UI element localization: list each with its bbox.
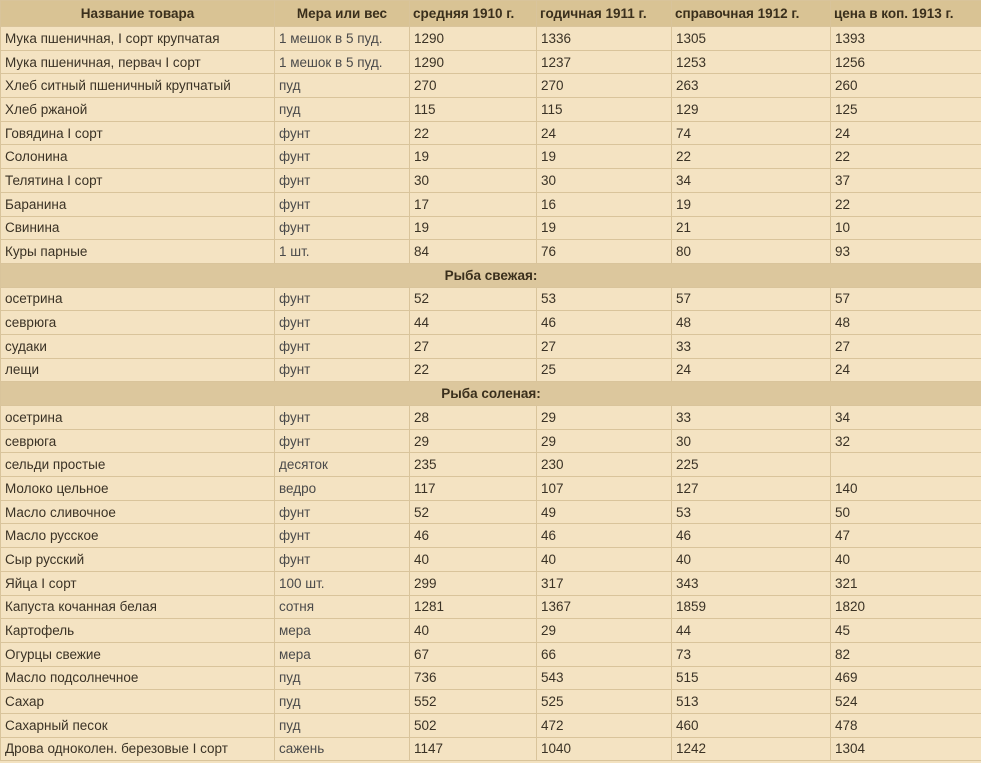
price-1913-cell: 22: [831, 192, 981, 216]
product-name-cell: Сахарный песок: [1, 713, 275, 737]
price-1910-cell: 67: [410, 642, 537, 666]
price-1913-cell: 27: [831, 334, 981, 358]
price-1912-cell: 19: [672, 192, 831, 216]
price-1912-cell: 460: [672, 713, 831, 737]
price-1911-cell: 29: [537, 429, 672, 453]
price-1912-cell: 343: [672, 571, 831, 595]
section-row: [1, 263, 981, 287]
unit-cell: фунт: [275, 216, 410, 240]
price-1910-cell: 736: [410, 666, 537, 690]
price-1913-cell: 321: [831, 571, 981, 595]
product-name-cell: Яйца I сорт: [1, 571, 275, 595]
table-row: [1, 358, 981, 382]
product-name-cell: Баранина: [1, 192, 275, 216]
price-1910-cell: 29: [410, 429, 537, 453]
price-1910-cell: 52: [410, 500, 537, 524]
header-product-name: Название товара: [1, 1, 275, 27]
price-1913-cell: 37: [831, 169, 981, 193]
price-1911-cell: 49: [537, 500, 672, 524]
price-1910-cell: 1147: [410, 737, 537, 761]
price-1910-cell: 502: [410, 713, 537, 737]
price-1912-cell: 22: [672, 145, 831, 169]
price-1912-cell: 57: [672, 287, 831, 311]
header-1911: годичная 1911 г.: [537, 1, 672, 27]
price-1911-cell: 19: [537, 216, 672, 240]
price-1912-cell: 48: [672, 311, 831, 335]
table-row: [1, 169, 981, 193]
table-row: [1, 27, 981, 51]
price-1913-cell: 1820: [831, 595, 981, 619]
price-1910-cell: 44: [410, 311, 537, 335]
price-1913-cell: 478: [831, 713, 981, 737]
table-row: [1, 429, 981, 453]
price-1913-cell: 125: [831, 98, 981, 122]
product-name-cell: Масло подсолнечное: [1, 666, 275, 690]
price-1910-cell: 40: [410, 548, 537, 572]
price-1911-cell: 270: [537, 74, 672, 98]
table-row: [1, 548, 981, 572]
price-1913-cell: 22: [831, 145, 981, 169]
product-name-cell: сельди простые: [1, 453, 275, 477]
unit-cell: 1 мешок в 5 пуд.: [275, 27, 410, 51]
price-1911-cell: 16: [537, 192, 672, 216]
price-1911-cell: 46: [537, 524, 672, 548]
price-1910-cell: 22: [410, 121, 537, 145]
price-1912-cell: 44: [672, 619, 831, 643]
price-1910-cell: 84: [410, 240, 537, 264]
table-row: [1, 334, 981, 358]
product-name-cell: лещи: [1, 358, 275, 382]
price-1913-cell: 469: [831, 666, 981, 690]
price-1911-cell: 76: [537, 240, 672, 264]
unit-cell: фунт: [275, 169, 410, 193]
price-1912-cell: 33: [672, 406, 831, 430]
price-1911-cell: 25: [537, 358, 672, 382]
table-row: [1, 571, 981, 595]
price-1911-cell: 230: [537, 453, 672, 477]
price-1910-cell: 115: [410, 98, 537, 122]
product-name-cell: Капуста кочанная белая: [1, 595, 275, 619]
price-1910-cell: 19: [410, 145, 537, 169]
table-row: [1, 453, 981, 477]
price-1913-cell: 34: [831, 406, 981, 430]
table-row: [1, 121, 981, 145]
product-name-cell: Молоко цельное: [1, 477, 275, 501]
table-row: [1, 642, 981, 666]
price-1911-cell: 543: [537, 666, 672, 690]
product-name-cell: Хлеб ржаной: [1, 98, 275, 122]
price-1913-cell: 57: [831, 287, 981, 311]
product-name-cell: Телятина I сорт: [1, 169, 275, 193]
price-1912-cell: 1859: [672, 595, 831, 619]
product-name-cell: севрюга: [1, 311, 275, 335]
product-name-cell: Дрова одноколен. березовые I сорт: [1, 737, 275, 761]
unit-cell: мера: [275, 642, 410, 666]
section-title: Рыба свежая:: [1, 263, 981, 287]
table-row: [1, 666, 981, 690]
product-name-cell: Мука пшеничная, первач I сорт: [1, 50, 275, 74]
product-name-cell: Куры парные: [1, 240, 275, 264]
unit-cell: сотня: [275, 595, 410, 619]
unit-cell: фунт: [275, 311, 410, 335]
unit-cell: пуд: [275, 713, 410, 737]
table-body: [1, 27, 981, 761]
price-1911-cell: 29: [537, 619, 672, 643]
price-1911-cell: 1367: [537, 595, 672, 619]
price-1912-cell: 225: [672, 453, 831, 477]
unit-cell: пуд: [275, 98, 410, 122]
unit-cell: пуд: [275, 690, 410, 714]
price-1911-cell: 27: [537, 334, 672, 358]
unit-cell: фунт: [275, 406, 410, 430]
price-1910-cell: 1290: [410, 50, 537, 74]
price-1910-cell: 40: [410, 619, 537, 643]
product-name-cell: Говядина I сорт: [1, 121, 275, 145]
product-name-cell: севрюга: [1, 429, 275, 453]
price-1913-cell: 1393: [831, 27, 981, 51]
unit-cell: пуд: [275, 74, 410, 98]
table-row: [1, 216, 981, 240]
price-1911-cell: 525: [537, 690, 672, 714]
unit-cell: фунт: [275, 524, 410, 548]
unit-cell: фунт: [275, 192, 410, 216]
price-1911-cell: 30: [537, 169, 672, 193]
price-1911-cell: 107: [537, 477, 672, 501]
price-1911-cell: 66: [537, 642, 672, 666]
product-name-cell: Сахар: [1, 690, 275, 714]
unit-cell: фунт: [275, 334, 410, 358]
table-row: [1, 50, 981, 74]
price-1911-cell: 40: [537, 548, 672, 572]
unit-cell: пуд: [275, 666, 410, 690]
price-1913-cell: 48: [831, 311, 981, 335]
price-1912-cell: 80: [672, 240, 831, 264]
table-row: [1, 524, 981, 548]
price-1911-cell: 472: [537, 713, 672, 737]
price-1910-cell: 46: [410, 524, 537, 548]
product-name-cell: Свинина: [1, 216, 275, 240]
unit-cell: ведро: [275, 477, 410, 501]
unit-cell: мера: [275, 619, 410, 643]
table-row: [1, 690, 981, 714]
price-1913-cell: 24: [831, 121, 981, 145]
price-1910-cell: 52: [410, 287, 537, 311]
price-1912-cell: 515: [672, 666, 831, 690]
header-1910: средняя 1910 г.: [410, 1, 537, 27]
price-1910-cell: 22: [410, 358, 537, 382]
product-name-cell: Мука пшеничная, I сорт крупчатая: [1, 27, 275, 51]
product-name-cell: Масло сливочное: [1, 500, 275, 524]
unit-cell: фунт: [275, 500, 410, 524]
table-row: [1, 192, 981, 216]
price-1911-cell: 29: [537, 406, 672, 430]
price-1912-cell: 73: [672, 642, 831, 666]
table-row: [1, 240, 981, 264]
price-1910-cell: 117: [410, 477, 537, 501]
price-1912-cell: 33: [672, 334, 831, 358]
price-1911-cell: 53: [537, 287, 672, 311]
unit-cell: 1 шт.: [275, 240, 410, 264]
price-1912-cell: 30: [672, 429, 831, 453]
price-1913-cell: 10: [831, 216, 981, 240]
table-row: [1, 311, 981, 335]
table-row: [1, 98, 981, 122]
table-row: [1, 406, 981, 430]
price-1910-cell: 270: [410, 74, 537, 98]
product-name-cell: осетрина: [1, 406, 275, 430]
price-1912-cell: 21: [672, 216, 831, 240]
price-1910-cell: 299: [410, 571, 537, 595]
unit-cell: фунт: [275, 145, 410, 169]
price-1912-cell: 1242: [672, 737, 831, 761]
price-1910-cell: 1290: [410, 27, 537, 51]
unit-cell: сажень: [275, 737, 410, 761]
price-1911-cell: 317: [537, 571, 672, 595]
price-1913-cell: 47: [831, 524, 981, 548]
price-1912-cell: 53: [672, 500, 831, 524]
section-row: [1, 382, 981, 406]
unit-cell: десяток: [275, 453, 410, 477]
price-1912-cell: 46: [672, 524, 831, 548]
price-1910-cell: 28: [410, 406, 537, 430]
price-1911-cell: 46: [537, 311, 672, 335]
product-name-cell: осетрина: [1, 287, 275, 311]
table-row: [1, 287, 981, 311]
unit-cell: 100 шт.: [275, 571, 410, 595]
price-1910-cell: 552: [410, 690, 537, 714]
price-1912-cell: 1253: [672, 50, 831, 74]
unit-cell: фунт: [275, 429, 410, 453]
header-1913: цена в коп. 1913 г.: [831, 1, 981, 27]
price-1913-cell: 1256: [831, 50, 981, 74]
price-1911-cell: 19: [537, 145, 672, 169]
price-1913-cell: 40: [831, 548, 981, 572]
price-1910-cell: 19: [410, 216, 537, 240]
price-1910-cell: 235: [410, 453, 537, 477]
price-1913-cell: 140: [831, 477, 981, 501]
price-1913-cell: 260: [831, 74, 981, 98]
unit-cell: фунт: [275, 121, 410, 145]
price-1912-cell: 127: [672, 477, 831, 501]
price-1913-cell: 93: [831, 240, 981, 264]
price-1910-cell: 17: [410, 192, 537, 216]
product-name-cell: судаки: [1, 334, 275, 358]
table-row: [1, 713, 981, 737]
product-name-cell: Сыр русский: [1, 548, 275, 572]
price-1912-cell: 129: [672, 98, 831, 122]
section-title: Рыба соленая:: [1, 382, 981, 406]
table-row: [1, 145, 981, 169]
price-1912-cell: 263: [672, 74, 831, 98]
price-1913-cell: 24: [831, 358, 981, 382]
price-1911-cell: 1237: [537, 50, 672, 74]
table-row: [1, 74, 981, 98]
price-1912-cell: 74: [672, 121, 831, 145]
header-1912: справочная 1912 г.: [672, 1, 831, 27]
unit-cell: фунт: [275, 287, 410, 311]
product-name-cell: Солонина: [1, 145, 275, 169]
price-1913-cell: 1304: [831, 737, 981, 761]
unit-cell: фунт: [275, 358, 410, 382]
price-1910-cell: 30: [410, 169, 537, 193]
price-1913-cell: 45: [831, 619, 981, 643]
price-1911-cell: 1040: [537, 737, 672, 761]
price-1913-cell: [831, 453, 981, 477]
unit-cell: 1 мешок в 5 пуд.: [275, 50, 410, 74]
header-unit: Мера или вес: [275, 1, 410, 27]
table-row: [1, 477, 981, 501]
price-1913-cell: 82: [831, 642, 981, 666]
table-row: [1, 500, 981, 524]
price-1912-cell: 34: [672, 169, 831, 193]
price-1911-cell: 115: [537, 98, 672, 122]
price-1911-cell: 1336: [537, 27, 672, 51]
product-name-cell: Хлеб ситный пшеничный крупчатый: [1, 74, 275, 98]
price-1913-cell: 524: [831, 690, 981, 714]
header-row: [1, 1, 981, 27]
price-1912-cell: 513: [672, 690, 831, 714]
product-name-cell: Картофель: [1, 619, 275, 643]
price-1912-cell: 1305: [672, 27, 831, 51]
product-name-cell: Огурцы свежие: [1, 642, 275, 666]
table-row: [1, 595, 981, 619]
table-row: [1, 737, 981, 761]
price-1913-cell: 50: [831, 500, 981, 524]
price-1912-cell: 24: [672, 358, 831, 382]
table-row: [1, 619, 981, 643]
unit-cell: фунт: [275, 548, 410, 572]
price-1910-cell: 27: [410, 334, 537, 358]
price-1910-cell: 1281: [410, 595, 537, 619]
product-name-cell: Масло русское: [1, 524, 275, 548]
price-1913-cell: 32: [831, 429, 981, 453]
price-1911-cell: 24: [537, 121, 672, 145]
price-1912-cell: 40: [672, 548, 831, 572]
